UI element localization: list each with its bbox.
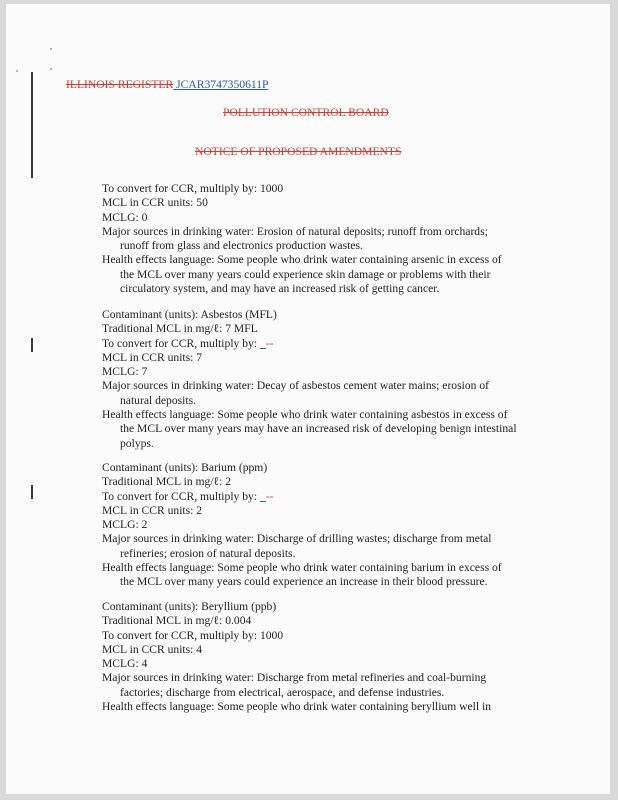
body-line-with-edit: To convert for CCR, multiply by: _--: [102, 336, 274, 350]
body-line: refineries; erosion of natural deposits.: [120, 546, 296, 560]
body-line: MCL in CCR units: 7: [102, 350, 203, 364]
scan-speck: [50, 48, 52, 50]
body-line: To convert for CCR, multiply by: 1000: [102, 628, 284, 642]
body-line: Traditional MCL in mg/ℓ: 7 MFL: [102, 322, 258, 336]
body-line: polyps.: [120, 436, 154, 450]
register-title-struck: ILLINOIS REGISTER: [66, 78, 174, 91]
body-line: the MCL over many years could experience an increase in their blood pressure.: [120, 575, 488, 589]
body-line: Health effects language: Some people who drink water containing barium in excess of: [102, 561, 502, 575]
inserted-mark: _: [259, 489, 266, 503]
body-line: MCL in CCR units: 2: [102, 503, 203, 517]
body-line: MCLG: 4: [102, 657, 148, 671]
revision-bar: [31, 72, 33, 178]
revision-bar: [31, 338, 33, 352]
body-line: MCLG: 2: [102, 518, 148, 532]
body-line: To convert for CCR, multiply by: 1000: [102, 182, 284, 195]
body-line-with-edit: To convert for CCR, multiply by: _--: [102, 489, 274, 503]
deleted-mark: --: [265, 336, 274, 350]
document-page: [6, 4, 610, 794]
section-arsenic: [102, 182, 502, 296]
body-line: Traditional MCL in mg/ℓ: 2: [102, 475, 232, 489]
body-line: Traditional MCL in mg/ℓ: 0.004: [102, 614, 252, 628]
body-line: the MCL over many years may have an increased risk of developing benign intestinal: [120, 422, 517, 436]
body-line: MCL in CCR units: 50: [102, 196, 208, 210]
body-line: MCLG: 7: [102, 365, 148, 379]
body-line: Health effects language: Some people who drink water containing asbestos in excess of: [102, 408, 508, 422]
body-line: Major sources in drinking water: Erosion of natural deposits; runoff from orchards;: [102, 224, 488, 238]
inserted-mark: _: [259, 336, 266, 350]
body-line: runoff from glass and electronics production wastes.: [120, 239, 363, 253]
body-line: MCLG: 0: [102, 210, 148, 224]
board-title: POLLUTION CONTROL BOARD: [223, 106, 389, 119]
revision-bar: [31, 485, 33, 499]
deleted-mark: --: [265, 489, 274, 503]
register-header: [66, 78, 268, 91]
body-line: factories; discharge from electrical, aerospace, and defense industries.: [120, 685, 445, 699]
body-line: natural deposits.: [120, 393, 196, 407]
notice-title: NOTICE OF PROPOSED AMENDMENTS: [195, 145, 402, 158]
body-line: Health effects language: Some people who drink water containing arsenic in excess of: [102, 253, 502, 267]
body-line: Contaminant (units): Beryllium (ppb): [102, 600, 277, 613]
body-line: Major sources in drinking water: Decay of asbestos cement water mains; erosion of: [102, 379, 489, 393]
section-asbestos: [102, 308, 517, 451]
scan-speck: [16, 70, 18, 72]
section-beryllium: [102, 600, 491, 714]
body-line: Health effects language: Some people who drink water containing beryllium well in: [102, 700, 492, 714]
section-barium: [102, 461, 502, 590]
body-line: Contaminant (units): Barium (ppm): [102, 461, 268, 474]
body-line: MCL in CCR units: 4: [102, 642, 203, 656]
scan-speck: [50, 68, 52, 70]
body-line: circulatory system, and may have an increased risk of getting cancer.: [120, 282, 440, 296]
body-line: Major sources in drinking water: Discharge from metal refineries and coal-burning: [102, 671, 487, 685]
register-title-inserted: JCAR3747350611P: [176, 78, 269, 91]
body-line: Contaminant (units): Asbestos (MFL): [102, 308, 277, 321]
body-line: Major sources in drinking water: Discharge of drilling wastes; discharge from metal: [102, 532, 492, 546]
body-line: the MCL over many years could experience skin damage or problems with their: [120, 267, 491, 281]
